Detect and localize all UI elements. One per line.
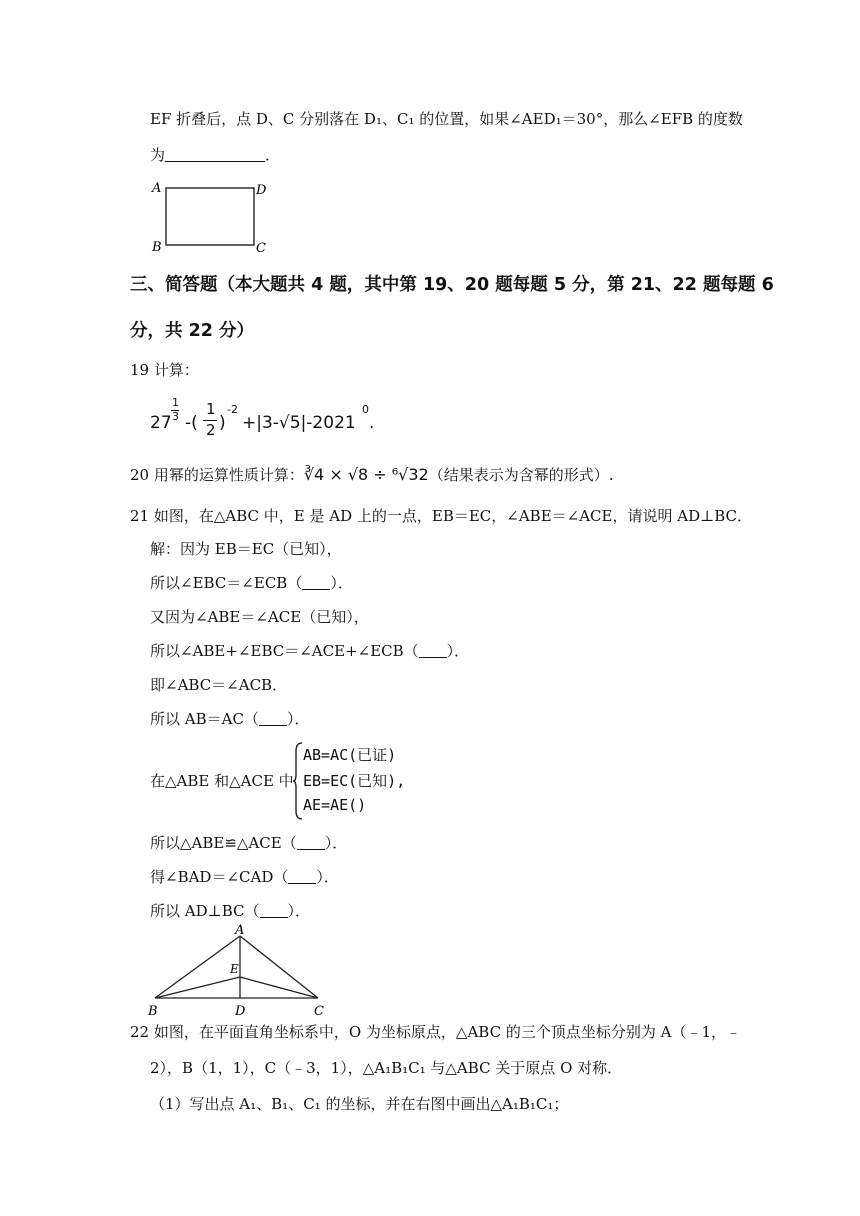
q21-step10 <box>150 901 310 921</box>
q21-step8-text: 所以△ABE≌△ACE（ <box>150 834 297 852</box>
q18-line2 <box>150 145 280 165</box>
q19-exp-den: 3 <box>172 410 179 423</box>
q21-step9-text: 得∠BAD＝∠CAD（ <box>150 868 289 886</box>
tri-label-b: B <box>148 1004 158 1019</box>
q21-step8-end: ）． <box>324 834 348 852</box>
q18-line2-prefix: 为 <box>150 146 166 164</box>
q21-step4-end: ）． <box>446 642 470 660</box>
system-row-2: EB=EC(已知), <box>303 772 406 790</box>
q22-line2: 2），B（1，1），C（﹣3，1），△A₁B₁C₁ 与△ABC 关于原点 O 对称． <box>150 1059 623 1077</box>
q18-line2-suffix: ． <box>265 146 281 164</box>
segment-ab <box>155 936 240 998</box>
rect-label-d: D <box>256 183 267 198</box>
tri-label-d: D <box>235 1004 246 1019</box>
q19-frac-num: 1 <box>206 400 216 418</box>
q21-step2 <box>150 573 353 593</box>
q21-step3: 又因为∠ABE＝∠ACE（已知）， <box>150 608 369 626</box>
q21-intro: 21 如图，在△ABC 中，E 是 AD 上的一点，EB＝EC，∠ABE＝∠ACE，请说明 AD⊥BC． <box>130 507 752 525</box>
q21-step6-text: 所以 AB＝AC（ <box>150 710 259 728</box>
system-row-1: AB=AC(已证) <box>303 746 397 764</box>
q21-step4-text: 所以∠ABE+∠EBC＝∠ACE+∠ECB（ <box>150 642 419 660</box>
q21-blank-4 <box>297 835 325 850</box>
q21-step4 <box>150 641 469 661</box>
rectangle-figure <box>148 176 278 258</box>
q21-step9-end: ）． <box>316 868 339 886</box>
q21-step5: 即∠ABC＝∠ACB． <box>150 676 288 694</box>
segment-be <box>155 977 240 998</box>
q18-answer-blank <box>165 146 265 162</box>
q21-step6-end: ）． <box>286 710 310 728</box>
q21-blank-3 <box>259 711 287 726</box>
rect-label-b: B <box>152 240 162 255</box>
section3-heading-line2: 分，共 22 分） <box>130 321 255 341</box>
q21-blank-5 <box>288 869 316 884</box>
tri-label-c: C <box>314 1004 324 1019</box>
rectangle-abcd <box>166 188 254 245</box>
triangle-figure <box>140 922 340 1020</box>
q21-blank-2 <box>419 643 447 658</box>
tri-label-e: E <box>230 962 239 976</box>
q19-end: . <box>369 413 375 433</box>
section3-heading-line1: 三、简答题（本大题共 4 题，其中第 19、20 题每题 5 分，第 21、22 题每题 6 <box>130 275 774 295</box>
q18-line1: EF 折叠后，点 D、C 分别落在 D₁、C₁ 的位置，如果∠AED₁＝30°，那么∠EFB 的度数 <box>150 110 743 128</box>
q19-expression <box>150 393 390 443</box>
q19-exp-num: 1 <box>172 396 179 409</box>
rect-label-a: A <box>152 181 162 196</box>
segment-ac <box>240 936 318 998</box>
q22-line3: （1）写出点 A₁、B₁、C₁ 的坐标，并在右图中画出△A₁B₁C₁； <box>150 1095 569 1113</box>
tri-label-a: A <box>235 923 245 938</box>
q19-minus-paren: -( <box>185 413 198 433</box>
q21-step10-end: ）． <box>287 902 311 920</box>
q20-line <box>130 465 614 485</box>
q21-step9 <box>150 867 339 887</box>
q19-abs-part: +|3-√5|-2021 <box>242 413 356 433</box>
q19-exp3: 0 <box>362 403 369 416</box>
q21-step2-text: 所以∠EBC＝∠ECB（ <box>150 574 303 592</box>
q21-blank-1 <box>302 575 330 590</box>
q19-exp2: -2 <box>227 403 238 416</box>
q22-line1: 22 如图，在平面直角坐标系中，O 为坐标原点，△ABC 的三个顶点坐标分别为 A（﹣1，﹣ <box>130 1023 741 1041</box>
segment-ec <box>240 977 318 998</box>
q21-step2-end: ）． <box>330 574 353 592</box>
q20-expression: ∛4 × √8 ÷ ⁶√32 <box>303 465 429 484</box>
system-row-3: AE=AE() <box>303 796 367 814</box>
q19-label: 19 计算： <box>130 361 199 379</box>
q21-step6 <box>150 709 309 729</box>
q21-step10-text: 所以 AD⊥BC（ <box>150 902 260 920</box>
q21-step7: 在△ABE 和△ACE 中 <box>150 772 294 790</box>
rect-label-c: C <box>256 241 266 256</box>
q20-suffix: （结果表示为含幂的形式）. <box>428 466 614 484</box>
q20-prefix: 20 用幂的运算性质计算： <box>130 466 304 484</box>
q21-blank-6 <box>260 903 288 918</box>
q19-close-paren: ) <box>219 413 226 433</box>
q21-step8 <box>150 833 347 853</box>
q19-frac-den: 2 <box>206 421 216 439</box>
q21-step1: 解：因为 EB＝EC（已知）， <box>150 540 342 558</box>
q19-base: 27 <box>150 413 172 433</box>
system-brace <box>293 741 303 821</box>
